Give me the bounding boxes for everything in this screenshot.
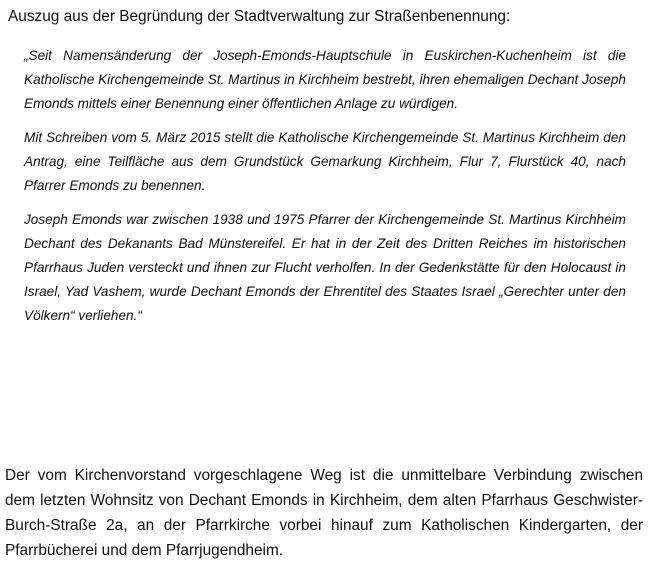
body-text [5, 463, 643, 563]
quote-paragraph-2: Mit Schreiben vom 5. März 2015 stellt die Katholische Kirchengemeinde St. Martinus Kirchheim den Antrag, eine Teilfläche aus dem Grundstück Gemarkung Kirchheim, Flur 7, Flurstück 40, nach Pfarrer Emonds zu benennen. [24, 130, 626, 193]
quoted-excerpt [24, 44, 626, 338]
body-paragraph: Der vom Kirchenvorstand vorgeschlagene Weg ist die unmittelbare Verbindung zwischen dem letzten Wohnsitz von Dechant Emonds in Kirchheim, dem alten Pfarrhaus Geschwister-Burch-Straße 2a, an der Pfarrkirche vorbei hinauf zum Katholischen Kindergarten, der Pfarrbücherei und dem Pfarrjugendheim. [5, 467, 643, 559]
quote-paragraph-3: Joseph Emonds war zwischen 1938 und 1975 Pfarrer der Kirchengemeinde St. Martinus Kirchheim Dechant des Dekanants Bad Münstereifel. Er hat in der Zeit des Dritten Reiches im historischen Pfarrhaus Juden versteckt und ihnen zur Flucht verholfen. In der Gedenkstätte für den Holocaust in Israel, Yad Vashem, wurde Dechant Emonds der Ehrentitel des Staates Israel „Gerechter unter den Völkern“ verliehen.“ [24, 212, 626, 323]
quote-paragraph-1: „Seit Namensänderung der Joseph-Emonds-Hauptschule in Euskirchen-Kuchenheim ist die Katholische Kirchengemeinde St. Martinus in Kirchheim bestrebt, ihren ehemaligen Dechant Joseph Emonds mittels einer Benennung einer öffentlichen Anlage zu würdigen. [24, 48, 626, 111]
document-heading: Auszug aus der Begründung der Stadtverwaltung zur Straßenbenennung: [8, 8, 511, 25]
